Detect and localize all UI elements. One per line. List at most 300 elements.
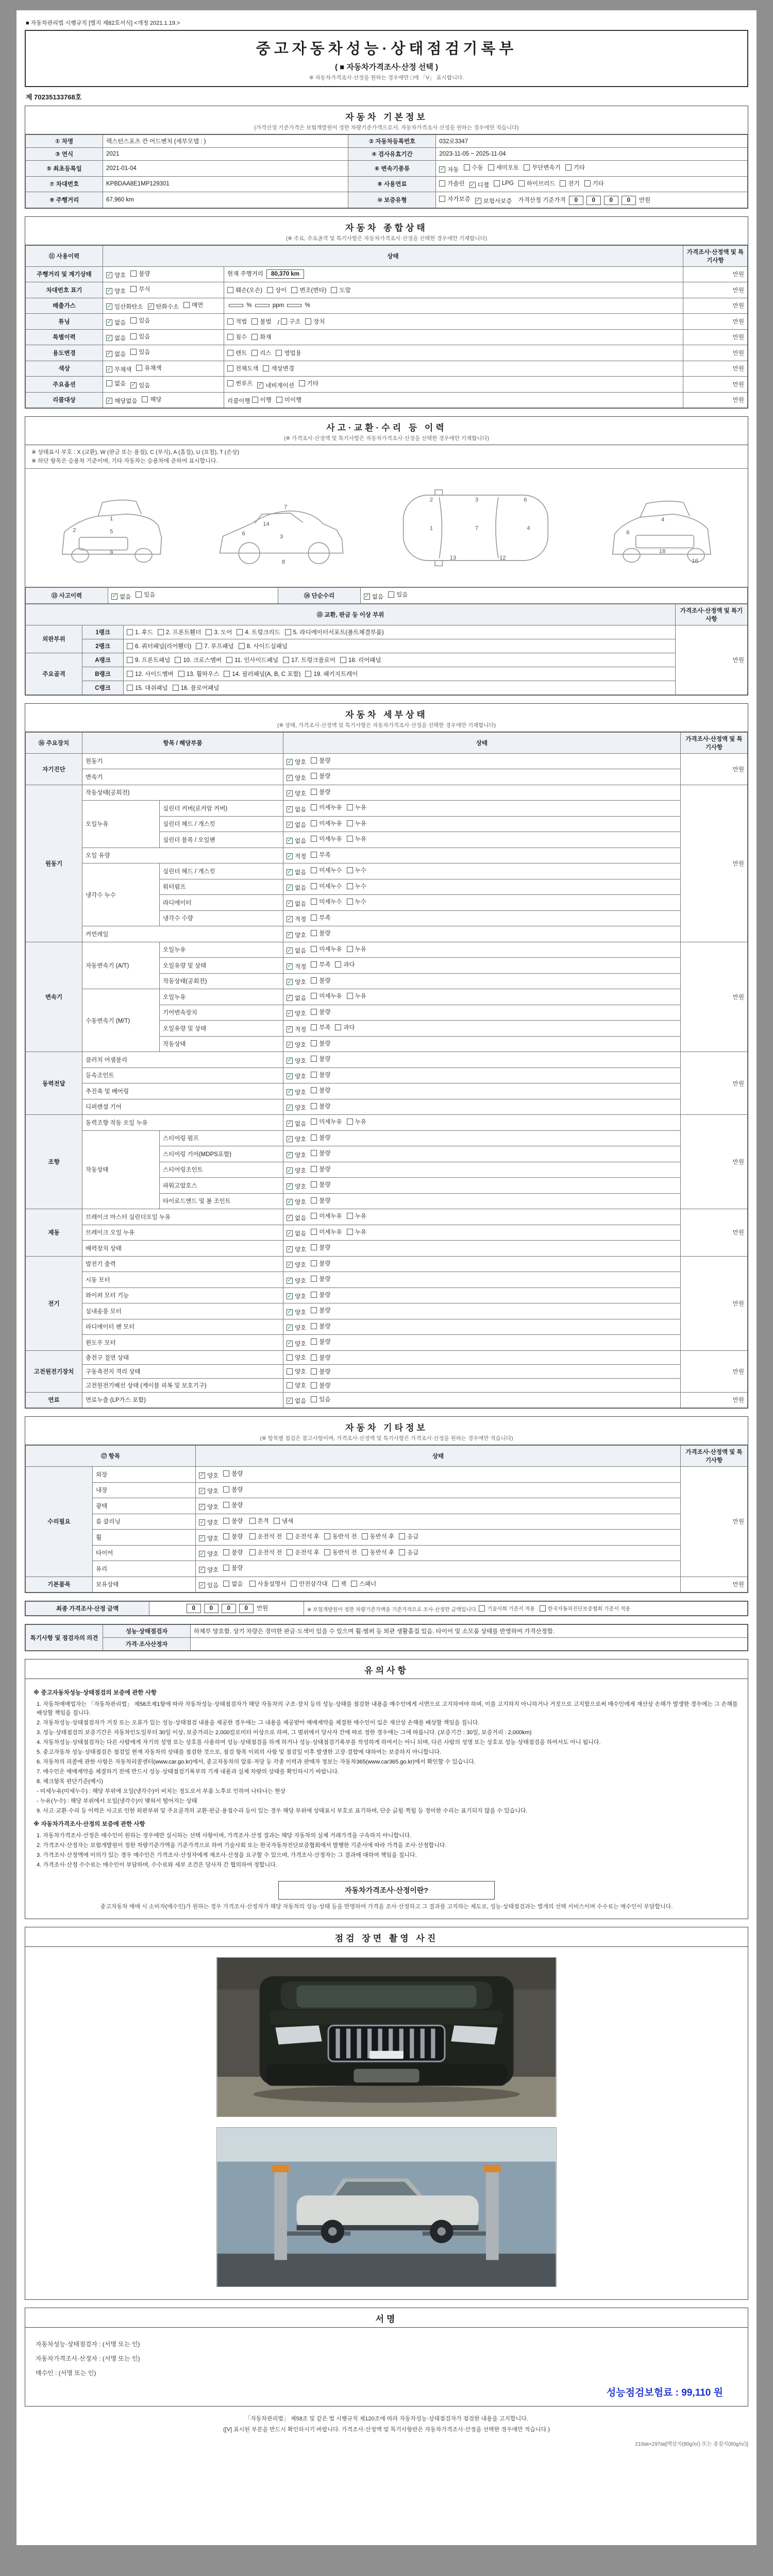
checkbox-흔적[interactable] bbox=[249, 1517, 269, 1525]
price-cell bbox=[681, 1209, 748, 1257]
checkbox-침수[interactable] bbox=[227, 333, 247, 341]
checkbox-19.-패키지트레이[interactable] bbox=[305, 670, 358, 678]
checkbox-가솔린[interactable] bbox=[439, 179, 464, 188]
checkbox-무채색[interactable] bbox=[106, 365, 131, 374]
checkbox-4.-트렁크리드[interactable] bbox=[237, 628, 280, 636]
checkbox-양호[interactable] bbox=[287, 1261, 306, 1269]
checkbox-해당[interactable] bbox=[142, 395, 161, 403]
checkbox-불량[interactable] bbox=[311, 1337, 330, 1346]
checkbox-box-icon bbox=[347, 836, 353, 842]
checkbox-label: 동반석 후 bbox=[369, 1534, 395, 1540]
checkbox-양호[interactable] bbox=[287, 1198, 306, 1206]
checkbox-상이[interactable] bbox=[267, 286, 287, 294]
checkbox-양호[interactable] bbox=[287, 1353, 306, 1362]
checkbox-자가보증[interactable] bbox=[439, 195, 470, 203]
checkbox-불량[interactable] bbox=[311, 1086, 330, 1094]
checkbox-없음[interactable] bbox=[287, 994, 306, 1002]
checkbox-운전석-후[interactable] bbox=[287, 1532, 320, 1540]
data-cell bbox=[160, 942, 283, 958]
checkbox-양호[interactable] bbox=[287, 1072, 306, 1080]
checkbox-있음[interactable] bbox=[388, 590, 408, 599]
inspection-validity bbox=[436, 148, 748, 161]
checkbox-없음[interactable] bbox=[287, 1120, 306, 1128]
checkbox-동반석-전[interactable] bbox=[324, 1548, 357, 1556]
checkbox-한국자동차진단보증협회-기준서-적용[interactable] bbox=[540, 1604, 630, 1612]
checkbox-미세누수[interactable] bbox=[311, 866, 342, 874]
checkbox-없음[interactable] bbox=[287, 884, 306, 892]
checkbox-탄화수소[interactable] bbox=[148, 302, 179, 311]
checkbox-해당없음[interactable] bbox=[106, 397, 137, 405]
checkbox-양호[interactable] bbox=[287, 1009, 306, 1018]
checkbox-양호[interactable] bbox=[199, 1487, 219, 1495]
diagram-part-number: 7 bbox=[284, 504, 288, 511]
checkbox-불량[interactable] bbox=[223, 1501, 243, 1509]
checkbox-불량[interactable] bbox=[223, 1517, 243, 1525]
checkbox-label: LPG bbox=[501, 180, 514, 187]
checkbox-미세누유[interactable] bbox=[311, 992, 342, 1000]
checkbox-누수[interactable] bbox=[347, 866, 366, 874]
data-cell bbox=[283, 1021, 681, 1037]
text-fragment: A랭크 bbox=[95, 657, 111, 664]
checkbox-불량[interactable] bbox=[311, 1381, 330, 1389]
checkbox-box-icon bbox=[130, 286, 137, 292]
checkbox-양호[interactable] bbox=[287, 1308, 306, 1316]
text-fragment: 추진축 및 베어링 bbox=[86, 1088, 129, 1095]
checkbox-누유[interactable] bbox=[347, 992, 366, 1000]
checkbox-box-icon: ✓ bbox=[112, 593, 117, 599]
checkbox-불량[interactable] bbox=[311, 1133, 330, 1142]
checkbox-양호[interactable] bbox=[287, 1182, 306, 1191]
checkbox-없음[interactable] bbox=[287, 805, 306, 814]
checkbox-box-icon bbox=[311, 1103, 317, 1109]
label-cell bbox=[26, 1256, 82, 1350]
checkbox-양호[interactable] bbox=[199, 1550, 219, 1558]
checkbox-label: 불량 bbox=[231, 1486, 243, 1493]
checkbox-label: 한국자동차진단보증협회 기준서 적용 bbox=[547, 1606, 631, 1613]
checkbox-없음[interactable] bbox=[287, 837, 306, 845]
checkbox-양호[interactable] bbox=[287, 1292, 306, 1300]
checkbox-양호[interactable] bbox=[287, 758, 306, 766]
checkbox-없음[interactable] bbox=[106, 334, 126, 342]
checkbox-10.-크로스멤버[interactable] bbox=[175, 656, 222, 664]
checkbox-2.-프론트휀더[interactable] bbox=[158, 628, 201, 636]
checkbox-box-icon: ✓ bbox=[199, 1503, 205, 1510]
checkbox-13.-휠하우스[interactable] bbox=[178, 670, 220, 678]
plate-number bbox=[436, 135, 748, 148]
checkbox-있음[interactable] bbox=[130, 332, 150, 341]
section-signature bbox=[25, 2308, 748, 2406]
label-cell bbox=[82, 732, 283, 753]
checkbox-양호[interactable] bbox=[199, 1566, 219, 1574]
checkbox-양호[interactable] bbox=[287, 1151, 306, 1159]
checkbox-불량[interactable] bbox=[311, 1180, 330, 1189]
checkbox-16.-플로어패널[interactable] bbox=[173, 684, 220, 692]
checkbox-17.-트렁크플로어[interactable] bbox=[283, 656, 335, 664]
checkbox-box-icon: ✓ bbox=[287, 853, 292, 859]
checkbox-LPG[interactable] bbox=[494, 180, 514, 187]
checkbox-불량[interactable] bbox=[311, 1322, 330, 1330]
text-fragment: 리콜대상 bbox=[53, 397, 76, 404]
checkbox-불량[interactable] bbox=[311, 1165, 330, 1173]
checkbox-15.-대쉬패널[interactable] bbox=[127, 684, 168, 692]
checkbox-없음[interactable] bbox=[106, 318, 126, 327]
text-fragment: 연료 bbox=[48, 1397, 60, 1404]
checkbox-양호[interactable] bbox=[287, 1088, 306, 1096]
section-detail-title: 자동차 세부상태 bbox=[345, 709, 428, 720]
diagram-part-number: 6 bbox=[626, 529, 630, 536]
checkbox-불량[interactable] bbox=[311, 1102, 330, 1110]
checkbox-불량[interactable] bbox=[311, 772, 330, 780]
checkbox-label: 13. 휠하우스 bbox=[186, 671, 220, 677]
checkbox-14.-필러패널(A,-B,-C-포함)[interactable] bbox=[224, 670, 300, 678]
checkbox-불법[interactable] bbox=[251, 317, 271, 326]
label-cell bbox=[82, 639, 124, 653]
checkbox-누수[interactable] bbox=[347, 882, 366, 890]
section-other-note: (※ 항목별 점검은 참고사항이며, 가격조사·산정액 및 특기사항은 가격조사·산정을 원하는 경우에만 적습니다) bbox=[260, 1435, 513, 1442]
checkbox-있음[interactable] bbox=[311, 1395, 330, 1403]
checkbox-기타[interactable] bbox=[584, 179, 604, 188]
checkbox-세미오토[interactable] bbox=[488, 163, 519, 172]
price-survey-option[interactable]: ( ■ 자동차가격조사·산정 선택 ) bbox=[334, 63, 439, 72]
checkbox-label: 보험사보증 bbox=[483, 198, 512, 205]
checkbox-누유[interactable] bbox=[347, 1212, 366, 1220]
checkbox-운전석-전[interactable] bbox=[249, 1532, 282, 1540]
checkbox-있음[interactable] bbox=[199, 1581, 219, 1589]
data-cell bbox=[93, 1467, 196, 1483]
checkbox-누유[interactable] bbox=[347, 1117, 366, 1126]
checkbox-전체도색[interactable] bbox=[227, 364, 258, 372]
checkbox-양호[interactable] bbox=[287, 978, 306, 986]
checkbox-12.-사이드멤버[interactable] bbox=[127, 670, 174, 678]
first-registration-date bbox=[103, 161, 348, 177]
checkbox-없음[interactable] bbox=[287, 821, 306, 829]
checkbox-불량[interactable] bbox=[311, 1353, 330, 1362]
checkbox-label: 미세누수 bbox=[319, 899, 342, 905]
checkbox-label: 없음 bbox=[295, 838, 307, 844]
checkbox-잭[interactable] bbox=[332, 1580, 346, 1588]
checkbox-box-icon bbox=[560, 180, 566, 187]
checkbox-양호[interactable] bbox=[287, 1104, 306, 1112]
checkbox-불량[interactable] bbox=[223, 1532, 243, 1540]
value-box bbox=[287, 304, 301, 307]
checkbox-없음[interactable] bbox=[223, 1580, 243, 1588]
notice-item: 2. 가격조사·산정자는 보험개발원이 정한 차량기준가액을 기준가격으로 하여 기술사회 또는 한국자동차진단보증협회에서 발행한 기준서에 따라 가격을 조사·산정합니다. bbox=[37, 1842, 447, 1849]
checkbox-적정[interactable] bbox=[287, 962, 306, 971]
checkbox-6.-쿼터패널(리어휀더)[interactable] bbox=[127, 642, 191, 650]
checkbox-훼손(오손)[interactable] bbox=[227, 286, 262, 294]
checkbox-없음[interactable] bbox=[287, 1397, 306, 1405]
checkbox-양호[interactable] bbox=[287, 1166, 306, 1175]
checkbox-없음[interactable] bbox=[287, 868, 306, 876]
checkbox-있음[interactable] bbox=[130, 381, 150, 389]
checkbox-있음[interactable] bbox=[130, 316, 150, 325]
checkbox-label: 양호 bbox=[295, 1246, 307, 1253]
label-cell bbox=[348, 148, 436, 161]
checkbox-네비게이션[interactable] bbox=[257, 381, 294, 389]
checkbox-없음[interactable] bbox=[111, 592, 131, 601]
checkbox-불량[interactable] bbox=[130, 269, 150, 278]
checkbox-불량[interactable] bbox=[311, 1196, 330, 1205]
checkbox-양호[interactable] bbox=[106, 271, 126, 279]
checkbox-변조(변타)[interactable] bbox=[291, 286, 326, 294]
text-fragment: / bbox=[276, 319, 281, 326]
data-cell bbox=[224, 377, 683, 393]
checkbox-box-icon bbox=[183, 302, 190, 308]
checkbox-box-icon bbox=[287, 1368, 293, 1375]
section-detail-condition bbox=[25, 703, 748, 1409]
checkbox-누유[interactable] bbox=[347, 803, 366, 811]
checkbox-box-icon bbox=[249, 1549, 256, 1555]
checkbox-미세누유[interactable] bbox=[311, 945, 342, 953]
checkbox-렌트[interactable] bbox=[227, 349, 247, 357]
checkbox-미세누유[interactable] bbox=[311, 1117, 342, 1126]
checkbox-불량[interactable] bbox=[311, 1306, 330, 1314]
text-fragment: 가격조사·산정액 및 특기사항 bbox=[685, 736, 743, 751]
checkbox-11.-인사이드패널[interactable] bbox=[226, 656, 278, 664]
checkbox-미세누유[interactable] bbox=[311, 1228, 342, 1236]
checkbox-없음[interactable] bbox=[287, 1214, 306, 1222]
checkbox-응급[interactable] bbox=[399, 1532, 418, 1540]
checkbox-불량[interactable] bbox=[223, 1564, 243, 1572]
price-cell bbox=[676, 625, 748, 694]
checkbox-box-icon bbox=[311, 1118, 317, 1125]
checkbox-장치[interactable] bbox=[305, 317, 325, 326]
checkbox-불량[interactable] bbox=[311, 1039, 330, 1047]
checkbox-화재[interactable] bbox=[251, 333, 271, 341]
checkbox-부족[interactable] bbox=[311, 913, 330, 922]
checkbox-양호[interactable] bbox=[287, 789, 306, 798]
checkbox-일산화탄소[interactable] bbox=[106, 302, 143, 311]
checkbox-box-icon: ✓ bbox=[199, 1472, 205, 1478]
checkbox-부족[interactable] bbox=[311, 1023, 330, 1031]
checkbox-사용설명서[interactable] bbox=[249, 1580, 287, 1588]
checkbox-기타[interactable] bbox=[299, 379, 318, 387]
checkbox-미이행[interactable] bbox=[276, 396, 301, 404]
value-box: 0 bbox=[569, 196, 583, 205]
checkbox-누유[interactable] bbox=[347, 819, 366, 827]
checkbox-양호[interactable] bbox=[199, 1534, 219, 1543]
checkbox-전기[interactable] bbox=[560, 179, 579, 188]
checkbox-label: 불량 bbox=[231, 1549, 243, 1556]
diagram-part-number: 12 bbox=[499, 554, 506, 561]
checkbox-box-icon bbox=[267, 287, 273, 293]
checkbox-보험사보증[interactable] bbox=[475, 197, 512, 205]
checkbox-부식[interactable] bbox=[130, 285, 150, 293]
checkbox-양호[interactable] bbox=[287, 1041, 306, 1049]
checkbox-양호[interactable] bbox=[287, 1135, 306, 1143]
checkbox-3.-도어[interactable] bbox=[206, 628, 232, 636]
text-fragment: 제동 bbox=[48, 1230, 60, 1236]
checkbox-없음[interactable] bbox=[287, 900, 306, 908]
data-cell bbox=[283, 910, 681, 926]
checkbox-없음[interactable] bbox=[364, 592, 383, 601]
text-fragment: 오일유량 및 상태 bbox=[163, 1025, 207, 1032]
checkbox-있음[interactable] bbox=[136, 590, 155, 599]
checkbox-부족[interactable] bbox=[311, 960, 330, 969]
data-cell bbox=[82, 1067, 283, 1083]
checkbox-과다[interactable] bbox=[335, 960, 355, 969]
checkbox-양호[interactable] bbox=[199, 1471, 219, 1480]
checkbox-구조[interactable] bbox=[281, 317, 300, 326]
checkbox-없음[interactable] bbox=[287, 1229, 306, 1238]
checkbox-label: 기타 bbox=[592, 180, 604, 187]
checkbox-불량[interactable] bbox=[311, 1291, 330, 1299]
checkbox-양호[interactable] bbox=[287, 1381, 306, 1389]
text-fragment: 특기사항 및 점검자의 의견 bbox=[30, 1635, 98, 1641]
checkbox-9.-프론트패널[interactable] bbox=[127, 656, 170, 664]
checkbox-미세누유[interactable] bbox=[311, 1212, 342, 1220]
checkbox-누유[interactable] bbox=[347, 1228, 366, 1236]
checkbox-box-icon: ✓ bbox=[287, 1151, 292, 1158]
checkbox-누유[interactable] bbox=[347, 835, 366, 843]
checkbox-매연[interactable] bbox=[183, 301, 203, 309]
signature-line: 매수인 : (서명 또는 인) bbox=[36, 2369, 96, 2377]
price-cell bbox=[683, 377, 748, 393]
checkbox-양호[interactable] bbox=[287, 1367, 306, 1376]
checkbox-불량[interactable] bbox=[223, 1485, 243, 1494]
text-fragment: ⑤ 최초등록일 bbox=[46, 165, 82, 172]
checkbox-box-icon bbox=[311, 1197, 317, 1204]
checkbox-box-icon bbox=[311, 773, 317, 779]
inspector-opinion bbox=[191, 1625, 748, 1638]
checkbox-부족[interactable] bbox=[311, 851, 330, 859]
checkbox-있음[interactable] bbox=[130, 348, 150, 356]
checkbox-영업용[interactable] bbox=[276, 349, 301, 357]
text-fragment: 렉스턴스포츠 칸 어드벤처 bbox=[106, 139, 173, 145]
checkbox-label: 양호 bbox=[295, 1309, 307, 1316]
section-accident-note: (※ 가격조사·산정액 및 특기사항은 자동차가격조사·산정을 선택한 경우에만 기재합니다) bbox=[283, 435, 490, 442]
checkbox-label: 디젤 bbox=[477, 182, 489, 189]
checkbox-불량[interactable] bbox=[311, 788, 330, 796]
checkbox-운전석-전[interactable] bbox=[249, 1548, 282, 1556]
text-fragment: ④ 검사유효기간 bbox=[372, 151, 413, 158]
checkbox-이행[interactable] bbox=[252, 396, 272, 404]
checkbox-양호[interactable] bbox=[199, 1503, 219, 1511]
notice-group-title: ※ 자동차가격조사·산정의 보증에 관한 사항 bbox=[33, 1821, 145, 1828]
checkbox-냄새[interactable] bbox=[274, 1517, 293, 1525]
checkbox-리스[interactable] bbox=[251, 349, 271, 357]
checkbox-label: 불량 bbox=[231, 1565, 243, 1571]
text-fragment: 오일누유 bbox=[163, 994, 186, 1001]
checkbox-적정[interactable] bbox=[287, 915, 306, 923]
checkbox-양호[interactable] bbox=[287, 1277, 306, 1285]
checkbox-불량[interactable] bbox=[311, 1008, 330, 1016]
checkbox-label: 유채색 bbox=[144, 365, 162, 371]
checkbox-양호[interactable] bbox=[287, 774, 306, 782]
checkbox-운전석-후[interactable] bbox=[287, 1548, 320, 1556]
checkbox-미세누유[interactable] bbox=[311, 835, 342, 843]
checkbox-불량[interactable] bbox=[311, 1149, 330, 1157]
checkbox-응급[interactable] bbox=[399, 1548, 418, 1556]
checkbox-양호[interactable] bbox=[287, 1324, 306, 1332]
checkbox-label: 불량 bbox=[319, 1056, 331, 1062]
checkbox-동반석-후[interactable] bbox=[362, 1548, 395, 1556]
checkbox-18.-리어패널[interactable] bbox=[340, 656, 381, 664]
checkbox-수동[interactable] bbox=[464, 163, 483, 172]
data-cell bbox=[160, 1162, 283, 1178]
checkbox-양호[interactable] bbox=[199, 1518, 219, 1527]
checkbox-색상변경[interactable] bbox=[263, 364, 294, 372]
checkbox-불량[interactable] bbox=[311, 929, 330, 937]
checkbox-불량[interactable] bbox=[311, 1071, 330, 1079]
checkbox-양호[interactable] bbox=[287, 1245, 306, 1253]
checkbox-불량[interactable] bbox=[311, 1243, 330, 1251]
checkbox-도말[interactable] bbox=[331, 286, 350, 294]
checkbox-적정[interactable] bbox=[287, 1025, 306, 1033]
checkbox-미세누유[interactable] bbox=[311, 819, 342, 827]
checkbox-label: 미세누유 bbox=[319, 820, 342, 827]
checkbox-스패너[interactable] bbox=[351, 1580, 376, 1588]
checkbox-기술사회-기준서-적용[interactable] bbox=[479, 1604, 535, 1612]
checkbox-불량[interactable] bbox=[311, 1259, 330, 1267]
checkbox-미세누수[interactable] bbox=[311, 897, 342, 906]
checkbox-label: 불량 bbox=[319, 1245, 331, 1251]
checkbox-label: 불량 bbox=[319, 1166, 331, 1173]
checkbox-동반석-후[interactable] bbox=[362, 1532, 395, 1540]
checkbox-적법[interactable] bbox=[227, 317, 247, 326]
checkbox-불량[interactable] bbox=[311, 756, 330, 765]
checkbox-자동[interactable] bbox=[439, 165, 459, 174]
checkbox-8.-사이드실패널[interactable] bbox=[239, 642, 288, 650]
checkbox-썬루프[interactable] bbox=[227, 379, 253, 387]
checkbox-누유[interactable] bbox=[347, 945, 366, 953]
checkbox-불량[interactable] bbox=[311, 1275, 330, 1283]
text-fragment: 만원 bbox=[732, 1368, 744, 1375]
footer-note-2: ([V] 표시된 부분을 반드시 확인하시기 바랍니다. 가격조사·산정액 및 특기사항란은 자동차가격조사·산정을 선택한 경우에만 적습니다.) bbox=[223, 2426, 550, 2433]
checkbox-하이브리드[interactable] bbox=[518, 179, 556, 188]
checkbox-누수[interactable] bbox=[347, 897, 366, 906]
checkbox-label: 양호 bbox=[295, 932, 307, 939]
checkbox-불량[interactable] bbox=[223, 1469, 243, 1478]
checkbox-7.-루프패널[interactable] bbox=[196, 642, 233, 650]
checkbox-box-icon bbox=[106, 380, 112, 386]
checkbox-동반석-전[interactable] bbox=[324, 1532, 357, 1540]
checkbox-box-icon: ✓ bbox=[199, 1566, 205, 1572]
checkbox-불량[interactable] bbox=[311, 976, 330, 985]
label-cell bbox=[26, 1446, 196, 1467]
checkbox-1.-후드[interactable] bbox=[127, 628, 153, 636]
checkbox-과다[interactable] bbox=[335, 1023, 355, 1031]
checkbox-없음[interactable] bbox=[106, 379, 126, 387]
section-other-title: 자동차 기타정보 bbox=[345, 1423, 428, 1433]
text-fragment: ③ 연식 bbox=[55, 151, 74, 158]
checkbox-양호[interactable] bbox=[106, 287, 126, 295]
checkbox-불량[interactable] bbox=[223, 1548, 243, 1556]
checkbox-안전삼각대[interactable] bbox=[291, 1580, 328, 1588]
text-fragment: 만원 bbox=[732, 860, 744, 867]
checkbox-미세누유[interactable] bbox=[311, 803, 342, 811]
checkbox-box-icon bbox=[127, 657, 133, 663]
checkbox-box-icon bbox=[223, 1470, 229, 1477]
checkbox-기타[interactable] bbox=[565, 163, 585, 172]
checkbox-유채색[interactable] bbox=[136, 364, 161, 372]
checkbox-불량[interactable] bbox=[311, 1367, 330, 1376]
checkbox-디젤[interactable] bbox=[469, 181, 489, 189]
checkbox-무단변속기[interactable] bbox=[524, 163, 561, 172]
checkbox-없음[interactable] bbox=[106, 350, 126, 358]
checkbox-양호[interactable] bbox=[287, 1340, 306, 1348]
checkbox-양호[interactable] bbox=[287, 1057, 306, 1065]
data-cell bbox=[283, 1241, 681, 1257]
checkbox-5.-라디에이터서포트(볼트체결부품)[interactable] bbox=[285, 628, 384, 636]
checkbox-불량[interactable] bbox=[311, 1055, 330, 1063]
checkbox-적정[interactable] bbox=[287, 852, 306, 860]
checkbox-없음[interactable] bbox=[287, 946, 306, 955]
label-cell bbox=[26, 942, 82, 1052]
checkbox-양호[interactable] bbox=[287, 931, 306, 939]
checkbox-미세누수[interactable] bbox=[311, 882, 342, 890]
label-cell bbox=[26, 785, 82, 942]
